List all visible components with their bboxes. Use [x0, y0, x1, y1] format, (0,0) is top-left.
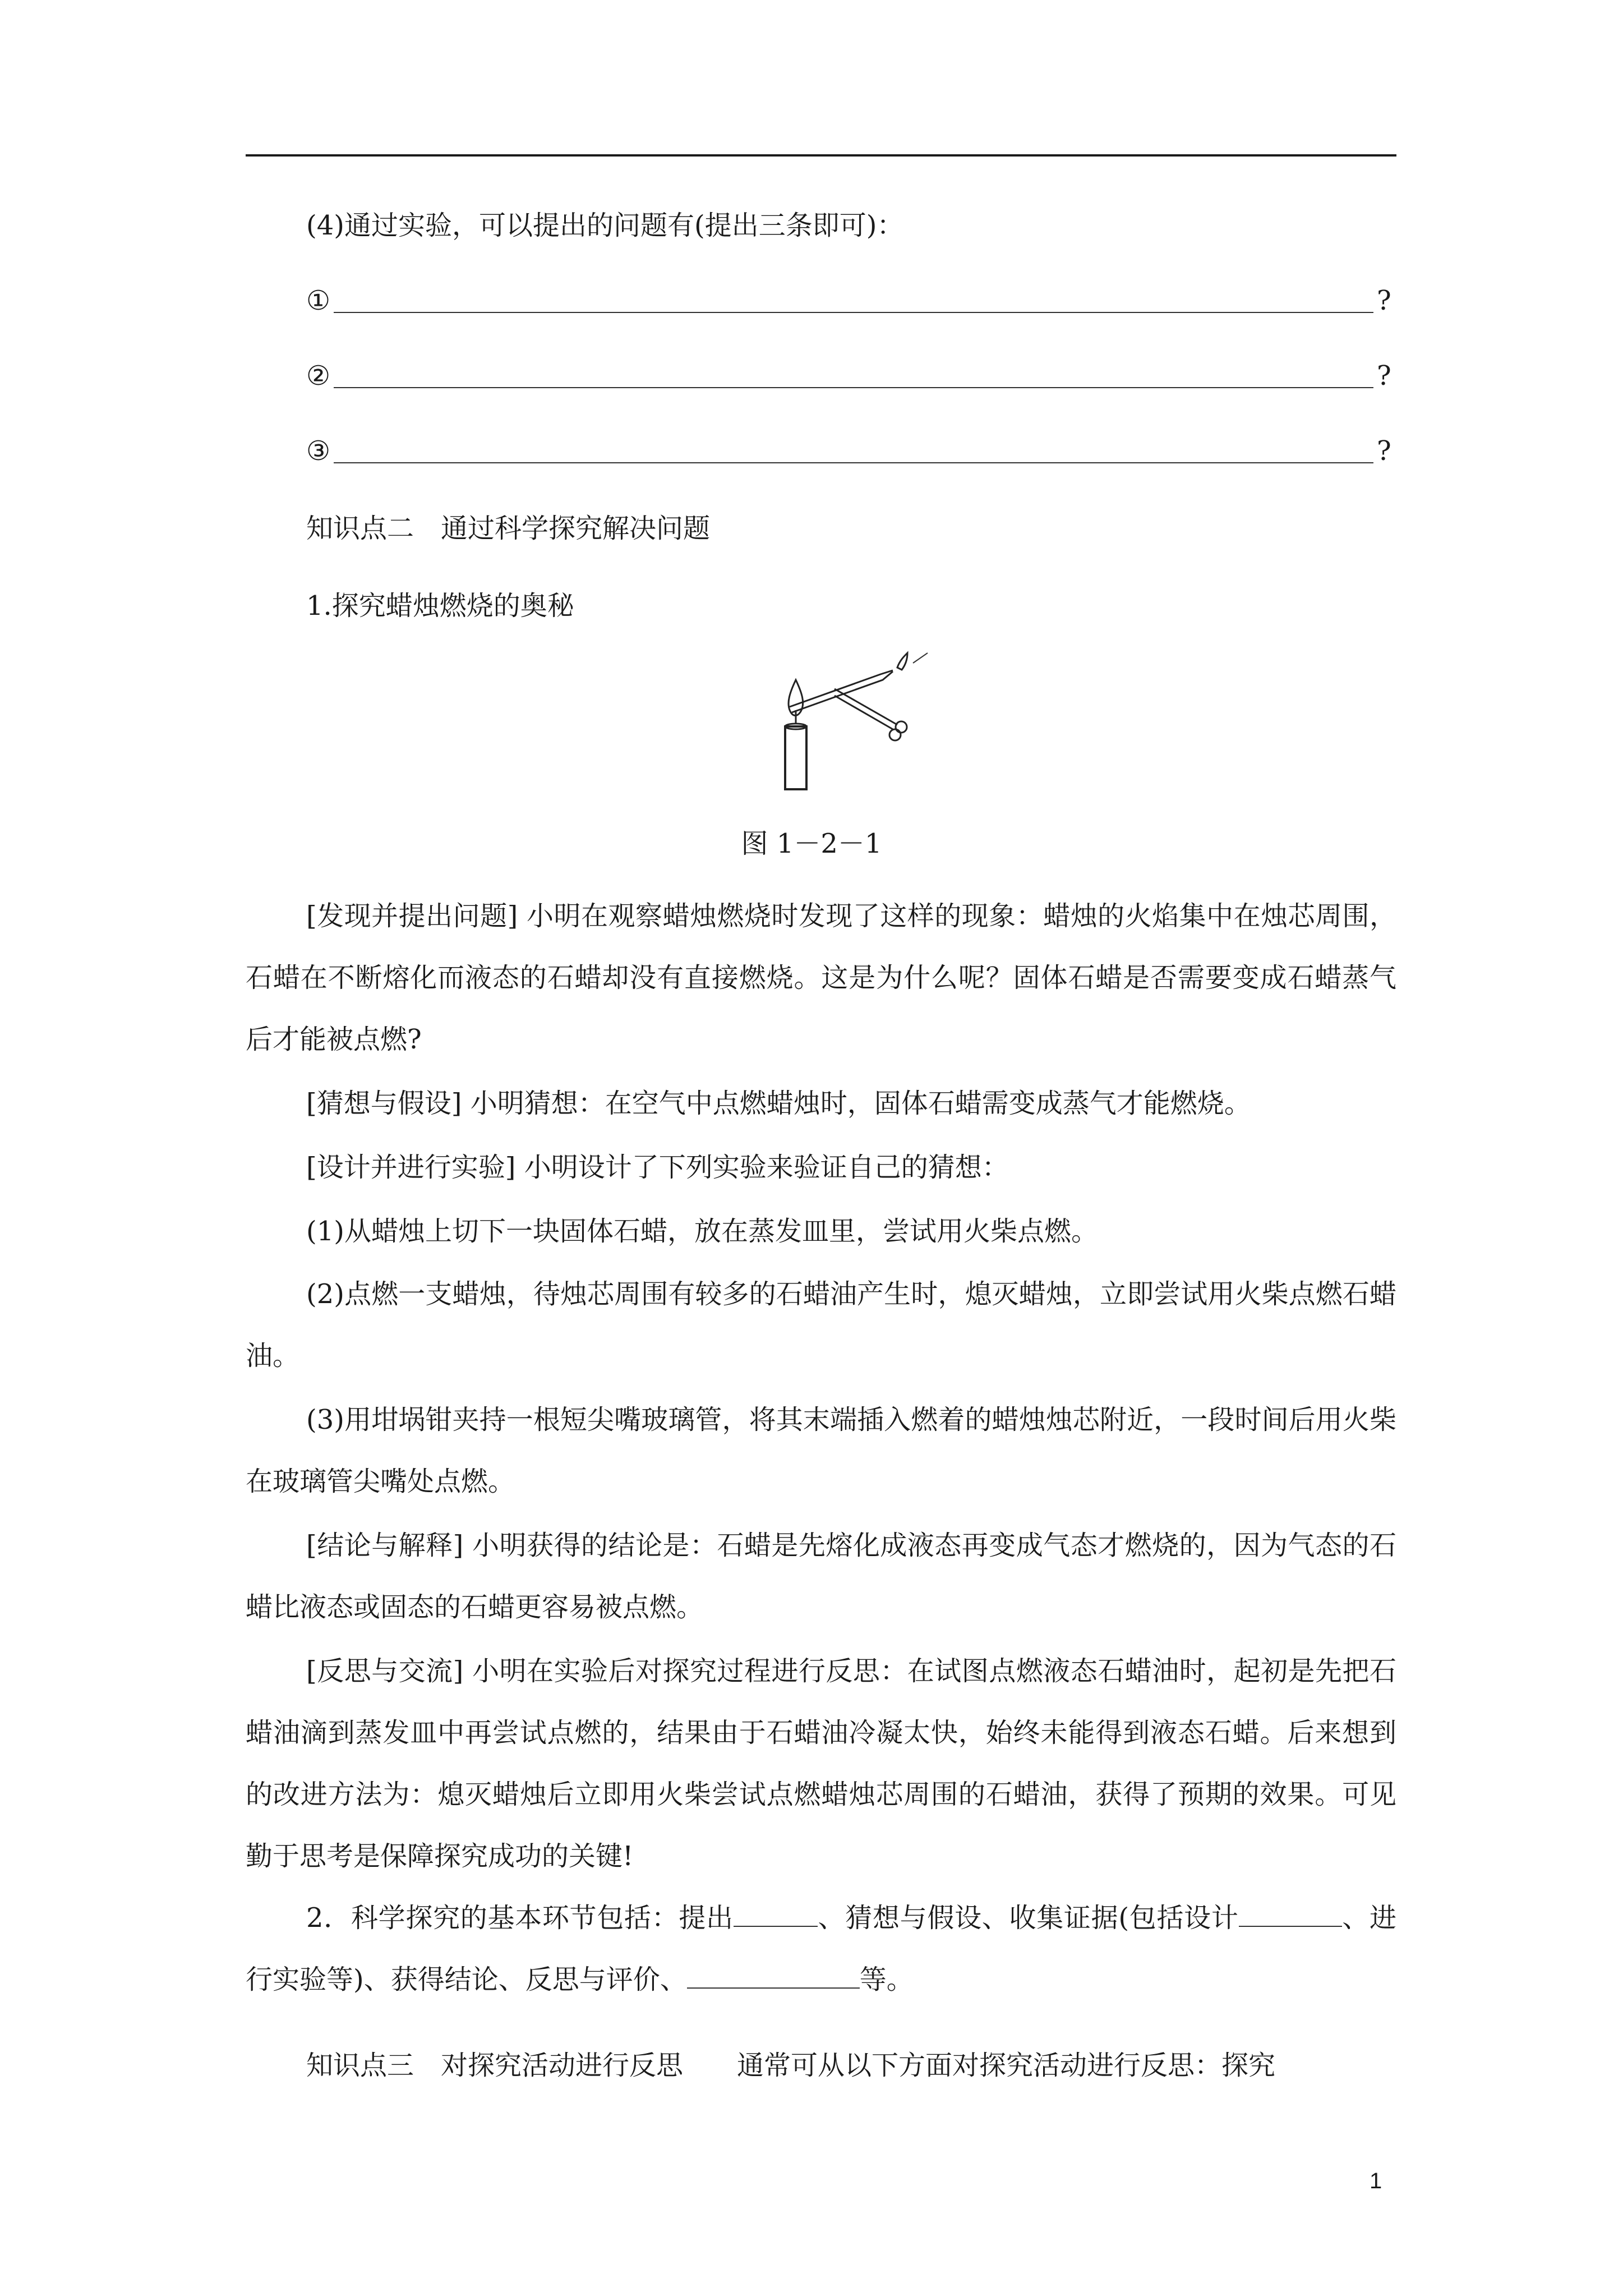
- answer-marker: ①: [306, 285, 331, 316]
- candle-experiment-figure: [763, 651, 931, 797]
- answer-blank[interactable]: [334, 287, 1373, 313]
- question-mark: ?: [1377, 435, 1391, 467]
- figure-caption: 图 1－2－1: [741, 828, 882, 859]
- paragraph-step-3: (3)用坩埚钳夹持一根短尖嘴玻璃管，将其末端插入燃着的蜡烛烛芯附近，一段时间后用火柴在玻璃管尖嘴处点燃。: [246, 1404, 1396, 1497]
- answer-blank[interactable]: [334, 438, 1373, 463]
- question-mark: ?: [1377, 360, 1391, 392]
- paragraph-hypothesis: [猜想与假设] 小明猜想：在空气中点燃蜡烛时，固体石蜡需变成蒸气才能燃烧。: [306, 1088, 1251, 1119]
- paragraph-basic-steps: 2．科学探究的基本环节包括：提出 、猜想与假设、收集证据(包括设计 、进行实验等)、获得结论、反思与评价、 等。: [246, 1887, 1396, 2010]
- paragraph-step-1: (1)从蜡烛上切下一块固体石蜡，放在蒸发皿里，尝试用火柴点燃。: [306, 1216, 1098, 1247]
- subsection-1-title: 1.探究蜡烛燃烧的奥秘: [306, 590, 574, 622]
- page-number: 1: [1370, 2169, 1382, 2193]
- answer-line-2[interactable]: [306, 359, 1391, 393]
- paragraph-reflection: [反思与交流] 小明在实验后对探究过程进行反思：在试图点燃液态石蜡油时，起初是先把石蜡油滴到蒸发皿中再尝试点燃的，结果由于石蜡油冷凝太快，始终未能得到液态石蜡。后来想到的改进方法为：熄灭蜡烛后立即用火柴尝试点燃蜡烛芯周围的石蜡油，获得了预期的效果。可见勤于思考是保障探究成功的关键!: [246, 1655, 1396, 1872]
- answer-marker: ③: [306, 435, 331, 467]
- answer-marker: ②: [306, 360, 331, 392]
- section-2-title: 知识点二 通过科学探究解决问题: [306, 513, 711, 544]
- answer-blank[interactable]: [334, 362, 1373, 388]
- paragraph-step-2: (2)点燃一支蜡烛，待烛芯周围有较多的石蜡油产生时，熄灭蜡烛，立即尝试用火柴点燃石蜡油。: [246, 1278, 1396, 1372]
- question-mark: ?: [1377, 285, 1391, 316]
- paragraph-conclusion: [结论与解释] 小明获得的结论是：石蜡是先熔化成液态再变成气态才燃烧的，因为气态的石蜡比液态或固态的石蜡更容易被点燃。: [246, 1530, 1396, 1623]
- section-3-title: 知识点三 对探究活动进行反思: [306, 2050, 684, 2081]
- fill-blank-3[interactable]: [687, 1961, 860, 1989]
- fill-blank-1[interactable]: [734, 1899, 818, 1927]
- answer-line-3[interactable]: [306, 434, 1391, 468]
- paragraph-discover-question: [发现并提出问题] 小明在观察蜡烛燃烧时发现了这样的现象：蜡烛的火焰集中在烛芯周围，石蜡在不断熔化而液态的石蜡却没有直接燃烧。这是为什么呢？固体石蜡是否需要变成石蜡蒸气后才能被点燃?: [246, 900, 1396, 1055]
- question-4-stem: (4)通过实验，可以提出的问题有(提出三条即可)：: [306, 210, 904, 241]
- section-3-line: [306, 2049, 1275, 2082]
- answer-line-1[interactable]: [306, 284, 1391, 318]
- header-rule: [246, 154, 1396, 157]
- paragraph-design-experiment: [设计并进行实验] 小明设计了下列实验来验证自己的猜想：: [306, 1152, 1009, 1183]
- fill-blank-2[interactable]: [1239, 1899, 1342, 1927]
- section-3-text: 通常可从以下方面对探究活动进行反思：探究: [737, 2050, 1276, 2081]
